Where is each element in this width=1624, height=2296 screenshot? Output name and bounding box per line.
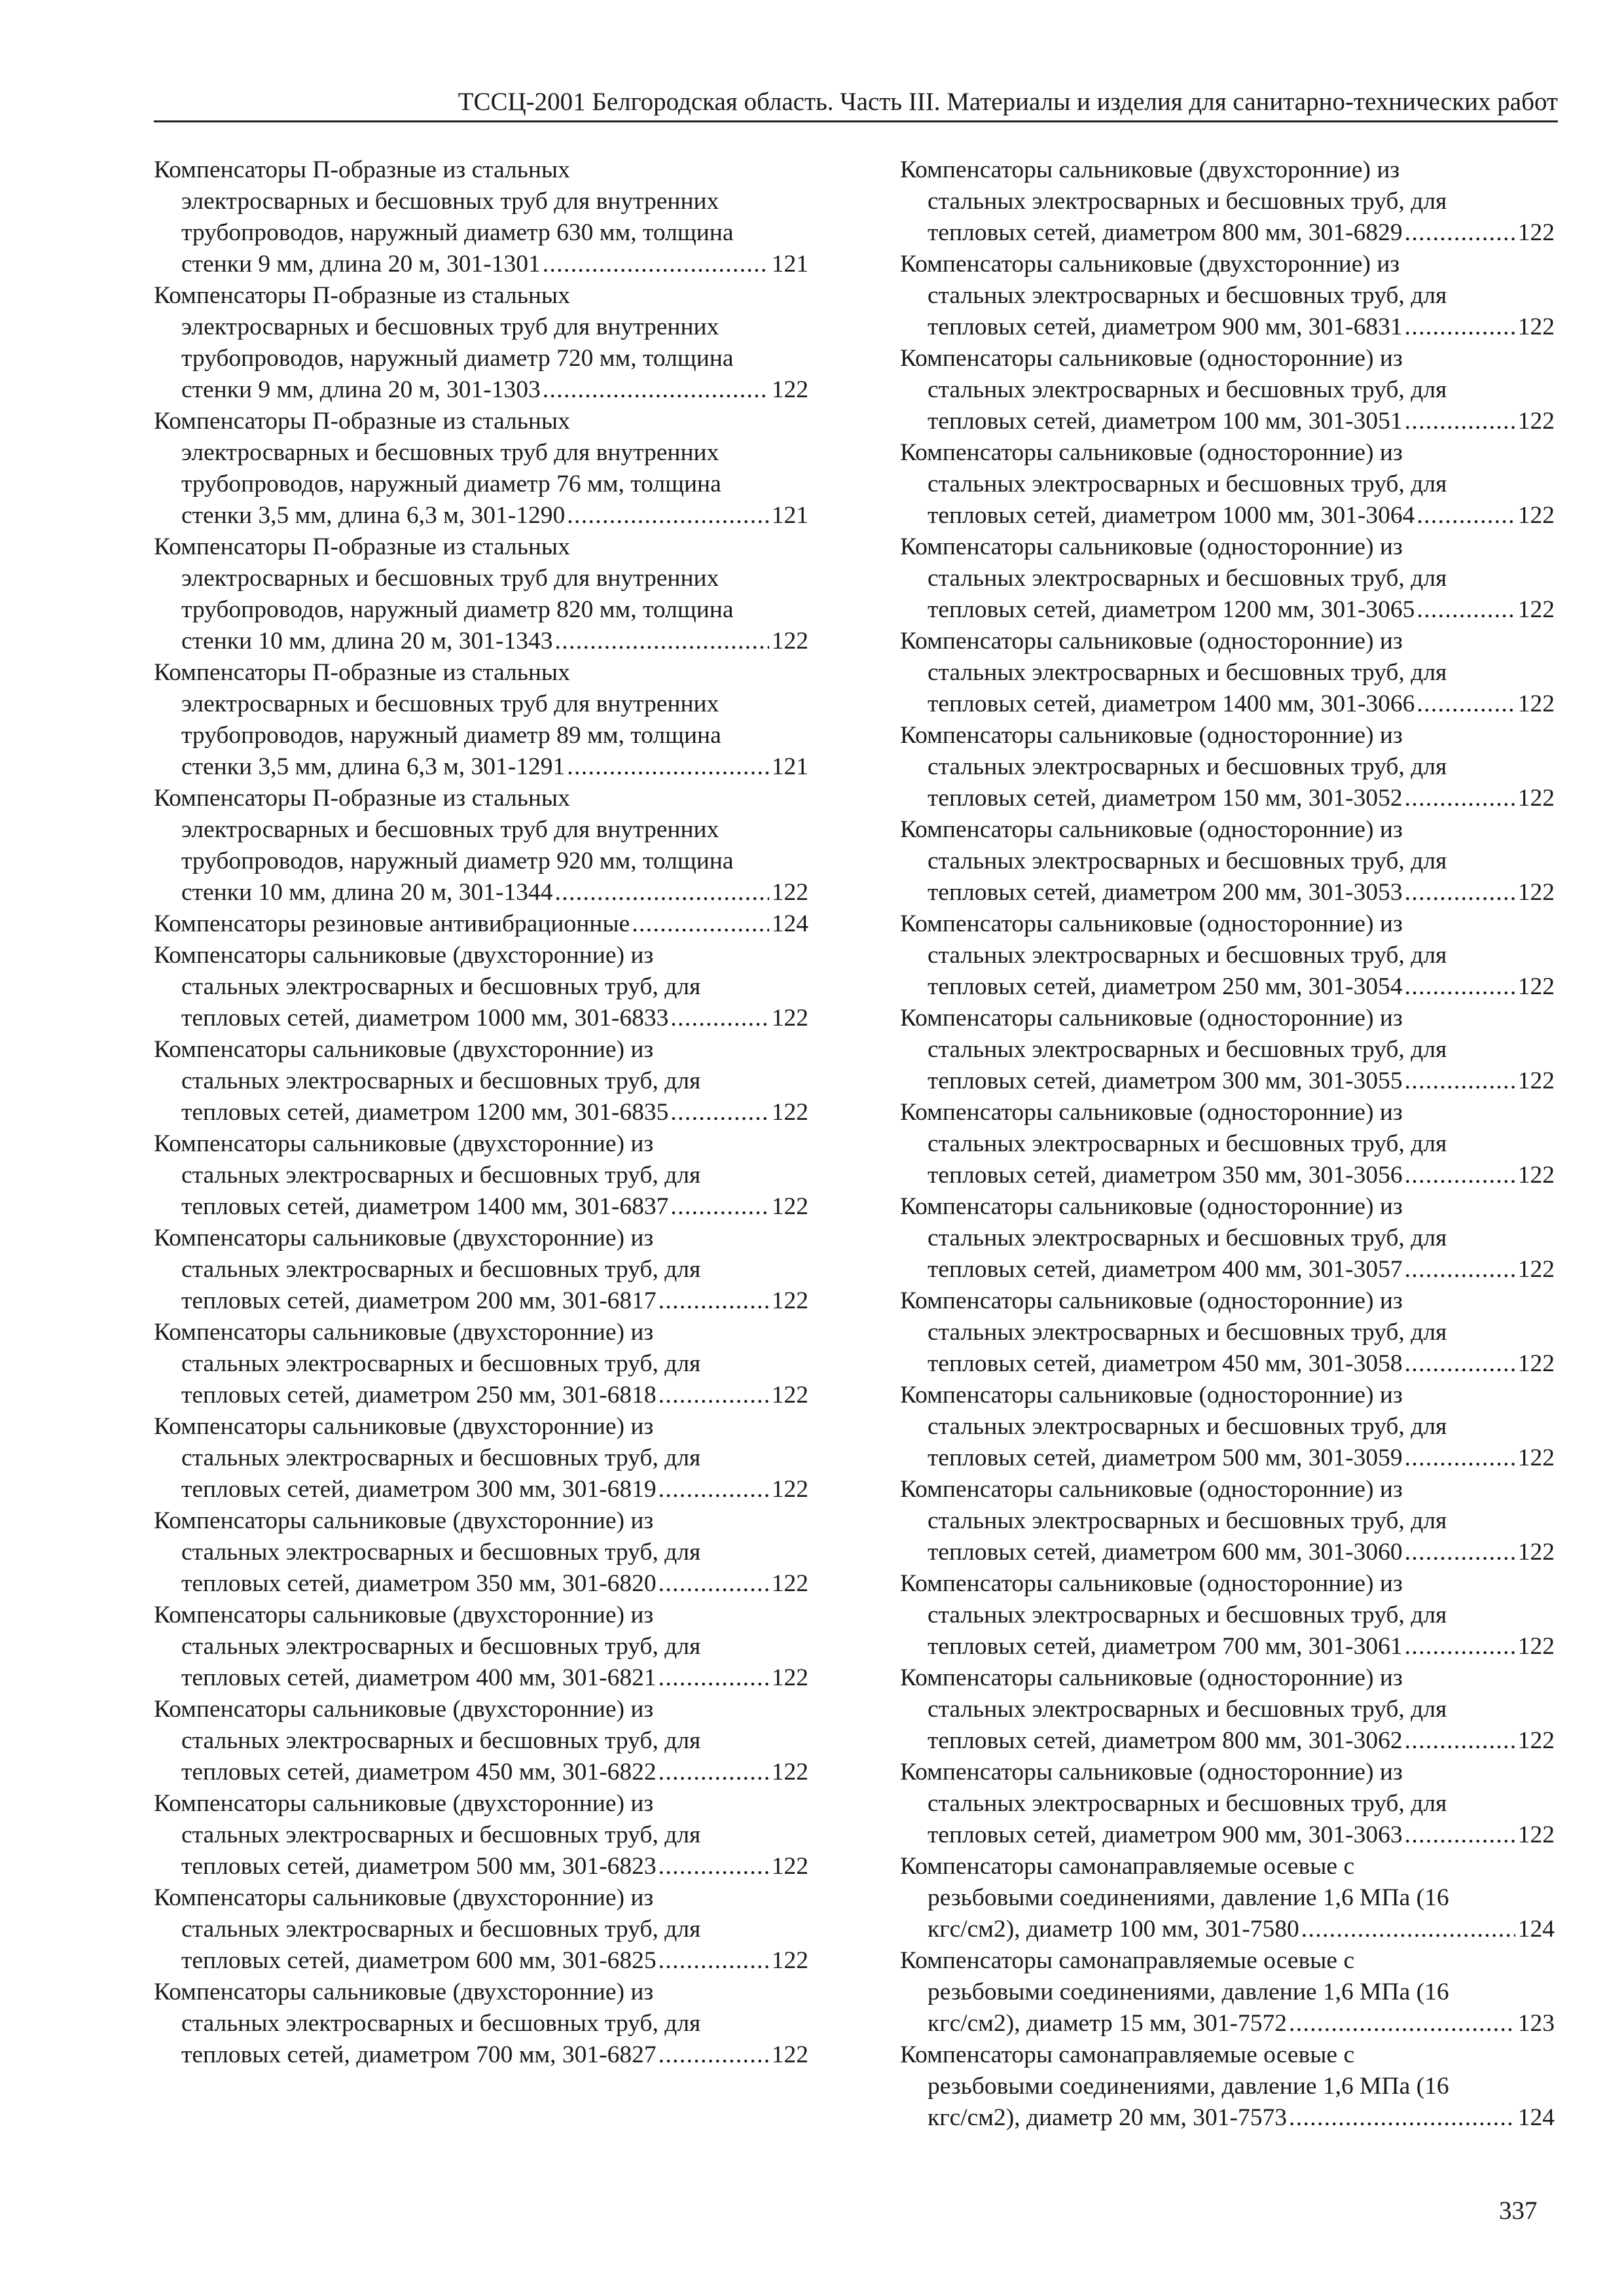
entry-text-line: тепловых сетей, диаметром 1400 мм, 301-3066 xyxy=(928,691,1415,717)
dot-leader xyxy=(1405,1443,1515,1474)
entry-text-line: трубопроводов, наружный диаметр 89 мм, толщина xyxy=(181,722,721,749)
entry-text-line: трубопроводов, наружный диаметр 920 мм, толщина xyxy=(181,848,734,874)
dot-leader xyxy=(1405,406,1515,437)
entry-last-line xyxy=(900,2008,1555,2039)
entry-page-number: 122 xyxy=(1517,785,1555,812)
entry-text-line: Компенсаторы резиновые антивибрационные xyxy=(154,910,630,937)
entry-text-line: стальных электросварных и бесшовных труб, для xyxy=(181,1916,701,1943)
entry-page-number: 122 xyxy=(771,1853,808,1880)
dot-leader xyxy=(1405,783,1515,814)
entry-last-line xyxy=(900,1066,1555,1097)
index-column-right xyxy=(900,154,1555,2134)
entry-text-line: тепловых сетей, диаметром 300 мм, 301-3055 xyxy=(928,1067,1403,1094)
entry-page-number: 122 xyxy=(1517,1350,1555,1377)
entry-text-line: Компенсаторы сальниковые (односторонние) из xyxy=(900,1193,1403,1220)
entry-text-line: электросварных и бесшовных труб для внутренних xyxy=(181,816,719,843)
entry-text-line: Компенсаторы сальниковые (двухсторонние) из xyxy=(900,156,1400,183)
entry-page-number: 121 xyxy=(771,251,808,278)
index-entry xyxy=(900,1568,1555,1662)
dot-leader xyxy=(1416,500,1515,531)
entry-page-number: 122 xyxy=(771,1476,808,1503)
entry-text-line: Компенсаторы сальниковые (односторонние) из xyxy=(900,439,1403,466)
entry-text-line: Компенсаторы сальниковые (двухсторонние) из xyxy=(154,1036,654,1063)
entry-text-line: стальных электросварных и бесшовных труб, для xyxy=(928,1602,1447,1628)
entry-text-line: тепловых сетей, диаметром 700 мм, 301-3061 xyxy=(928,1633,1403,1660)
entry-page-number: 122 xyxy=(1517,691,1555,717)
entry-text-line: тепловых сетей, диаметром 500 мм, 301-3059 xyxy=(928,1444,1403,1471)
entry-text-line: электросварных и бесшовных труб для внутренних xyxy=(181,565,719,592)
dot-leader xyxy=(555,877,769,908)
index-entry xyxy=(154,1411,808,1505)
entry-text-line: тепловых сетей, диаметром 300 мм, 301-6819 xyxy=(181,1476,657,1503)
entry-last-line xyxy=(154,908,808,940)
entry-last-line xyxy=(900,689,1555,720)
entry-text-line: Компенсаторы сальниковые (двухсторонние) из xyxy=(154,1130,654,1157)
index-entry xyxy=(154,1505,808,1600)
index-entry xyxy=(154,531,808,657)
entry-text-line: Компенсаторы сальниковые (двухсторонние) из xyxy=(154,1602,654,1628)
entry-last-line xyxy=(900,1443,1555,1474)
index-entry xyxy=(154,154,808,280)
entry-page-number: 122 xyxy=(1517,1256,1555,1283)
entry-page-number: 122 xyxy=(1517,1162,1555,1189)
entry-text-line: Компенсаторы сальниковые (двухсторонние) из xyxy=(154,1696,654,1723)
entry-page-number: 123 xyxy=(1517,2010,1555,2037)
entry-text-line: Компенсаторы сальниковые (двухсторонние) из xyxy=(154,1979,654,2005)
entry-page-number: 122 xyxy=(771,879,808,906)
dot-leader xyxy=(659,1757,769,1788)
dot-leader xyxy=(1405,1348,1515,1380)
entry-text-line: Компенсаторы сальниковые (односторонние) из xyxy=(900,533,1403,560)
entry-last-line xyxy=(154,1474,808,1505)
index-entry xyxy=(900,1003,1555,1097)
entry-text-line: Компенсаторы сальниковые (двухсторонние) из xyxy=(154,942,654,969)
entry-last-line xyxy=(154,1568,808,1600)
entry-last-line xyxy=(900,877,1555,908)
entry-text-line: тепловых сетей, диаметром 450 мм, 301-3058 xyxy=(928,1350,1403,1377)
entry-text-line: Компенсаторы П-образные из стальных xyxy=(154,785,570,812)
entry-text-line: стальных электросварных и бесшовных труб, для xyxy=(928,753,1447,780)
dot-leader xyxy=(567,751,768,783)
entry-text-line: стальных электросварных и бесшовных труб, для xyxy=(928,376,1447,403)
entry-text-line: тепловых сетей, диаметром 800 мм, 301-3062 xyxy=(928,1727,1403,1754)
entry-last-line xyxy=(900,1725,1555,1757)
entry-page-number: 122 xyxy=(771,1382,808,1408)
entry-text-line: Компенсаторы сальниковые (односторонние) из xyxy=(900,345,1403,372)
entry-text-line: тепловых сетей, диаметром 800 мм, 301-6829 xyxy=(928,219,1403,246)
dot-leader xyxy=(1301,1914,1515,1945)
entry-page-number: 122 xyxy=(1517,1633,1555,1660)
entry-text-line: Компенсаторы сальниковые (двухсторонние) из xyxy=(154,1884,654,1911)
entry-text-line: тепловых сетей, диаметром 1000 мм, 301-6833 xyxy=(181,1005,669,1031)
dot-leader xyxy=(1416,689,1515,720)
entry-text-line: стальных электросварных и бесшовных труб, для xyxy=(181,1350,701,1377)
entry-text-line: стальных электросварных и бесшовных труб, для xyxy=(928,471,1447,497)
entry-text-line: тепловых сетей, диаметром 900 мм, 301-3063 xyxy=(928,1821,1403,1848)
entry-text-line: тепловых сетей, диаметром 250 мм, 301-3054 xyxy=(928,973,1403,1000)
entry-text-line: стальных электросварных и бесшовных труб, для xyxy=(928,942,1447,969)
entry-text-line: Компенсаторы сальниковые (односторонние) из xyxy=(900,1287,1403,1314)
index-entry xyxy=(900,720,1555,814)
entry-text-line: трубопроводов, наружный диаметр 720 мм, толщина xyxy=(181,345,734,372)
page-number: 337 xyxy=(1499,2197,1538,2225)
dot-leader xyxy=(1405,1160,1515,1191)
entry-text-line: тепловых сетей, диаметром 150 мм, 301-3052 xyxy=(928,785,1403,812)
entry-text-line: стенки 3,5 мм, длина 6,3 м, 301-1291 xyxy=(181,753,566,780)
index-entry xyxy=(900,626,1555,720)
dot-leader xyxy=(567,500,768,531)
entry-last-line xyxy=(154,374,808,406)
entry-page-number: 122 xyxy=(1517,1727,1555,1754)
index-entry xyxy=(154,1788,808,1882)
entry-text-line: Компенсаторы сальниковые (односторонние) из xyxy=(900,1099,1403,1126)
entry-text-line: стальных электросварных и бесшовных труб, для xyxy=(181,1256,701,1283)
entry-text-line: кгс/см2), диаметр 15 мм, 301-7572 xyxy=(928,2010,1287,2037)
dot-leader xyxy=(1405,1254,1515,1285)
entry-text-line: стальных электросварных и бесшовных труб, для xyxy=(928,848,1447,874)
entry-last-line xyxy=(900,217,1555,249)
entry-last-line xyxy=(154,500,808,531)
index-entry xyxy=(154,1128,808,1223)
entry-page-number: 124 xyxy=(771,910,808,937)
entry-text-line: Компенсаторы сальниковые (двухсторонние) из xyxy=(154,1319,654,1346)
entry-text-line: стальных электросварных и бесшовных труб, для xyxy=(181,1821,701,1848)
entry-text-line: Компенсаторы сальниковые (двухсторонние) из xyxy=(154,1790,654,1817)
entry-text-line: стальных электросварных и бесшовных труб, для xyxy=(181,1539,701,1566)
index-entry xyxy=(900,1191,1555,1285)
entry-text-line: Компенсаторы сальниковые (односторонние) из xyxy=(900,1570,1403,1597)
entry-page-number: 122 xyxy=(771,1664,808,1691)
entry-text-line: Компенсаторы сальниковые (двухсторонние) из xyxy=(900,251,1400,278)
entry-page-number: 122 xyxy=(1517,408,1555,435)
entry-text-line: стальных электросварных и бесшовных труб, для xyxy=(928,1413,1447,1440)
dot-leader xyxy=(1405,1537,1515,1568)
entry-text-line: тепловых сетей, диаметром 1200 мм, 301-6835 xyxy=(181,1099,669,1126)
index-entry xyxy=(900,1285,1555,1380)
entry-last-line xyxy=(154,1851,808,1882)
entry-page-number: 122 xyxy=(771,628,808,655)
index-entry xyxy=(900,1757,1555,1851)
index-entry xyxy=(900,1097,1555,1191)
dot-leader xyxy=(1405,971,1515,1003)
entry-text-line: стальных электросварных и бесшовных труб, для xyxy=(928,1225,1447,1251)
entry-text-line: тепловых сетей, диаметром 450 мм, 301-6822 xyxy=(181,1759,657,1785)
entry-text-line: Компенсаторы сальниковые (односторонние) из xyxy=(900,910,1403,937)
index-entry xyxy=(154,280,808,406)
entry-text-line: трубопроводов, наружный диаметр 76 мм, толщина xyxy=(181,471,721,497)
dot-leader xyxy=(1405,1631,1515,1662)
index-entry xyxy=(154,783,808,908)
entry-page-number: 122 xyxy=(771,1099,808,1126)
index-entry xyxy=(900,437,1555,531)
entry-text-line: стальных электросварных и бесшовных труб, для xyxy=(928,565,1447,592)
entry-last-line xyxy=(900,2102,1555,2134)
entry-text-line: тепловых сетей, диаметром 200 мм, 301-6817 xyxy=(181,1287,657,1314)
entry-last-line xyxy=(154,1003,808,1034)
entry-last-line xyxy=(900,1820,1555,1851)
entry-last-line xyxy=(154,249,808,280)
entry-text-line: тепловых сетей, диаметром 1200 мм, 301-3065 xyxy=(928,596,1415,623)
entry-page-number: 124 xyxy=(1517,1916,1555,1943)
index-entry xyxy=(154,1034,808,1128)
entry-text-line: стальных электросварных и бесшовных труб, для xyxy=(181,1727,701,1754)
entry-text-line: тепловых сетей, диаметром 700 мм, 301-6827 xyxy=(181,2041,657,2068)
index-entry xyxy=(154,1223,808,1317)
entry-text-line: стальных электросварных и бесшовных труб, для xyxy=(181,2010,701,2037)
dot-leader xyxy=(632,908,769,940)
index-entry xyxy=(900,1662,1555,1757)
entry-text-line: тепловых сетей, диаметром 350 мм, 301-3056 xyxy=(928,1162,1403,1189)
index-entry xyxy=(154,1882,808,1977)
entry-text-line: Компенсаторы сальниковые (односторонние) из xyxy=(900,816,1403,843)
index-entry xyxy=(900,908,1555,1003)
dot-leader xyxy=(543,249,769,280)
dot-leader xyxy=(670,1191,768,1223)
entry-page-number: 122 xyxy=(771,1759,808,1785)
dot-leader xyxy=(659,1568,769,1600)
entry-text-line: Компенсаторы П-образные из стальных xyxy=(154,156,570,183)
entry-text-line: стальных электросварных и бесшовных труб, для xyxy=(928,282,1447,309)
dot-leader xyxy=(1405,1725,1515,1757)
index-entry xyxy=(154,1977,808,2071)
entry-last-line xyxy=(900,1348,1555,1380)
entry-text-line: Компенсаторы сальниковые (односторонние) из xyxy=(900,1664,1403,1691)
entry-text-line: кгс/см2), диаметр 20 мм, 301-7573 xyxy=(928,2104,1287,2131)
entry-text-line: Компенсаторы П-образные из стальных xyxy=(154,659,570,686)
entry-page-number: 122 xyxy=(771,1570,808,1597)
index-entry xyxy=(154,657,808,783)
entry-text-line: стенки 3,5 мм, длина 6,3 м, 301-1290 xyxy=(181,502,566,529)
dot-leader xyxy=(659,1285,769,1317)
entry-page-number: 122 xyxy=(1517,502,1555,529)
entry-text-line: Компенсаторы самонаправляемые осевые с xyxy=(900,2041,1355,2068)
dot-leader xyxy=(1405,1066,1515,1097)
entry-text-line: тепловых сетей, диаметром 600 мм, 301-6825 xyxy=(181,1947,657,1974)
entry-page-number: 122 xyxy=(1517,1539,1555,1566)
entry-text-line: Компенсаторы П-образные из стальных xyxy=(154,533,570,560)
entry-text-line: Компенсаторы сальниковые (односторонние) из xyxy=(900,1759,1403,1785)
entry-page-number: 124 xyxy=(1517,2104,1555,2131)
index-entry xyxy=(900,531,1555,626)
entry-text-line: стальных электросварных и бесшовных труб, для xyxy=(928,1036,1447,1063)
entry-last-line xyxy=(900,1254,1555,1285)
entry-last-line xyxy=(900,406,1555,437)
running-header xyxy=(154,81,1558,122)
entry-last-line xyxy=(154,1285,808,1317)
entry-text-line: стальных электросварных и бесшовных труб, для xyxy=(928,1319,1447,1346)
entry-page-number: 121 xyxy=(771,502,808,529)
entry-last-line xyxy=(900,783,1555,814)
entry-text-line: электросварных и бесшовных труб для внутренних xyxy=(181,691,719,717)
entry-last-line xyxy=(154,1662,808,1694)
dot-leader xyxy=(659,1662,769,1694)
index-entry xyxy=(900,1474,1555,1568)
entry-page-number: 122 xyxy=(771,1193,808,1220)
entry-text-line: Компенсаторы сальниковые (односторонние) из xyxy=(900,1005,1403,1031)
entry-last-line xyxy=(154,1945,808,1977)
header-title: ТССЦ-2001 Белгородская область. Часть III. Материалы и изделия для санитарно-технических работ xyxy=(458,88,1558,116)
entry-text-line: тепловых сетей, диаметром 400 мм, 301-6821 xyxy=(181,1664,657,1691)
entry-text-line: стальных электросварных и бесшовных труб, для xyxy=(928,188,1447,215)
entry-text-line: электросварных и бесшовных труб для внутренних xyxy=(181,439,719,466)
entry-page-number: 122 xyxy=(771,1947,808,1974)
entry-text-line: Компенсаторы П-образные из стальных xyxy=(154,408,570,435)
entry-text-line: стальных электросварных и бесшовных труб, для xyxy=(928,1696,1447,1723)
index-entry xyxy=(900,1945,1555,2039)
entry-last-line xyxy=(900,1631,1555,1662)
entry-last-line xyxy=(900,312,1555,343)
entry-text-line: стальных электросварных и бесшовных труб, для xyxy=(181,1444,701,1471)
entry-text-line: стальных электросварных и бесшовных труб, для xyxy=(928,1130,1447,1157)
entry-last-line xyxy=(154,751,808,783)
entry-text-line: резьбовыми соединениями, давление 1,6 МПа (16 xyxy=(928,2073,1449,2100)
dot-leader xyxy=(1405,1820,1515,1851)
entry-text-line: резьбовыми соединениями, давление 1,6 МПа (16 xyxy=(928,1884,1449,1911)
entry-last-line xyxy=(900,1914,1555,1945)
index-entry xyxy=(154,1317,808,1411)
entry-text-line: стальных электросварных и бесшовных труб, для xyxy=(928,659,1447,686)
dot-leader xyxy=(1405,312,1515,343)
entry-text-line: Компенсаторы сальниковые (двухсторонние) из xyxy=(154,1413,654,1440)
index-entry xyxy=(154,1600,808,1694)
entry-last-line xyxy=(900,594,1555,626)
entry-text-line: тепловых сетей, диаметром 200 мм, 301-3053 xyxy=(928,879,1403,906)
dot-leader xyxy=(670,1003,768,1034)
dot-leader xyxy=(1405,877,1515,908)
entry-text-line: стальных электросварных и бесшовных труб, для xyxy=(181,973,701,1000)
dot-leader xyxy=(659,2039,769,2071)
entry-text-line: тепловых сетей, диаметром 100 мм, 301-3051 xyxy=(928,408,1403,435)
entry-text-line: Компенсаторы самонаправляемые осевые с xyxy=(900,1853,1355,1880)
dot-leader xyxy=(659,1474,769,1505)
entry-page-number: 122 xyxy=(771,376,808,403)
index-entry xyxy=(900,1380,1555,1474)
entry-text-line: кгс/см2), диаметр 100 мм, 301-7580 xyxy=(928,1916,1299,1943)
index-entry xyxy=(154,1694,808,1788)
entry-text-line: Компенсаторы самонаправляемые осевые с xyxy=(900,1947,1355,1974)
index-entry xyxy=(154,908,808,940)
index-entry xyxy=(154,940,808,1034)
entry-text-line: тепловых сетей, диаметром 400 мм, 301-3057 xyxy=(928,1256,1403,1283)
index-entry xyxy=(154,406,808,531)
entry-text-line: Компенсаторы П-образные из стальных xyxy=(154,282,570,309)
index-entry xyxy=(900,1851,1555,1945)
index-entry xyxy=(900,249,1555,343)
entry-text-line: тепловых сетей, диаметром 600 мм, 301-3060 xyxy=(928,1539,1403,1566)
dot-leader xyxy=(1405,217,1515,249)
entry-text-line: тепловых сетей, диаметром 1400 мм, 301-6837 xyxy=(181,1193,669,1220)
entry-last-line xyxy=(154,626,808,657)
entry-last-line xyxy=(154,2039,808,2071)
entry-text-line: Компенсаторы сальниковые (односторонние) из xyxy=(900,1476,1403,1503)
entry-text-line: стенки 9 мм, длина 20 м, 301-1303 xyxy=(181,376,541,403)
dot-leader xyxy=(543,374,769,406)
entry-last-line xyxy=(900,500,1555,531)
entry-last-line xyxy=(900,971,1555,1003)
entry-last-line xyxy=(154,1191,808,1223)
index-entry xyxy=(900,2039,1555,2134)
entry-last-line xyxy=(154,1097,808,1128)
index-column-left xyxy=(154,154,808,2071)
entry-text-line: Компенсаторы сальниковые (односторонние) из xyxy=(900,628,1403,655)
entry-text-line: стальных электросварных и бесшовных труб, для xyxy=(181,1067,701,1094)
entry-text-line: Компенсаторы сальниковые (односторонние) из xyxy=(900,1382,1403,1408)
entry-text-line: стальных электросварных и бесшовных труб, для xyxy=(928,1790,1447,1817)
entry-text-line: тепловых сетей, диаметром 1000 мм, 301-3064 xyxy=(928,502,1415,529)
entry-page-number: 122 xyxy=(771,1005,808,1031)
dot-leader xyxy=(1416,594,1515,626)
entry-page-number: 122 xyxy=(1517,1067,1555,1094)
entry-page-number: 122 xyxy=(1517,879,1555,906)
entry-text-line: Компенсаторы сальниковые (двухсторонние) из xyxy=(154,1507,654,1534)
entry-page-number: 121 xyxy=(771,753,808,780)
entry-text-line: резьбовыми соединениями, давление 1,6 МПа (16 xyxy=(928,1979,1449,2005)
entry-page-number: 122 xyxy=(1517,219,1555,246)
index-entry xyxy=(900,343,1555,437)
dot-leader xyxy=(659,1380,769,1411)
entry-last-line xyxy=(900,1160,1555,1191)
entry-text-line: электросварных и бесшовных труб для внутренних xyxy=(181,314,719,340)
entry-page-number: 122 xyxy=(1517,973,1555,1000)
entry-text-line: стальных электросварных и бесшовных труб, для xyxy=(928,1507,1447,1534)
index-entry xyxy=(900,814,1555,908)
entry-last-line xyxy=(900,1537,1555,1568)
index-entry xyxy=(900,154,1555,249)
entry-text-line: электросварных и бесшовных труб для внутренних xyxy=(181,188,719,215)
entry-text-line: трубопроводов, наружный диаметр 820 мм, толщина xyxy=(181,596,734,623)
entry-text-line: трубопроводов, наружный диаметр 630 мм, толщина xyxy=(181,219,734,246)
entry-page-number: 122 xyxy=(1517,596,1555,623)
dot-leader xyxy=(659,1851,769,1882)
entry-page-number: 122 xyxy=(1517,1821,1555,1848)
entry-text-line: тепловых сетей, диаметром 500 мм, 301-6823 xyxy=(181,1853,657,1880)
entry-last-line xyxy=(154,1380,808,1411)
dot-leader xyxy=(1289,2008,1515,2039)
entry-text-line: стальных электросварных и бесшовных труб, для xyxy=(181,1162,701,1189)
entry-page-number: 122 xyxy=(771,1287,808,1314)
entry-text-line: тепловых сетей, диаметром 900 мм, 301-6831 xyxy=(928,314,1403,340)
entry-last-line xyxy=(154,877,808,908)
dot-leader xyxy=(670,1097,768,1128)
entry-text-line: стенки 10 мм, длина 20 м, 301-1344 xyxy=(181,879,553,906)
entry-text-line: стальных электросварных и бесшовных труб, для xyxy=(181,1633,701,1660)
entry-text-line: тепловых сетей, диаметром 250 мм, 301-6818 xyxy=(181,1382,657,1408)
entry-last-line xyxy=(154,1757,808,1788)
entry-page-number: 122 xyxy=(1517,314,1555,340)
entry-text-line: Компенсаторы сальниковые (двухсторонние) из xyxy=(154,1225,654,1251)
entry-page-number: 122 xyxy=(771,2041,808,2068)
entry-text-line: стенки 10 мм, длина 20 м, 301-1343 xyxy=(181,628,553,655)
entry-text-line: Компенсаторы сальниковые (односторонние) из xyxy=(900,722,1403,749)
entry-page-number: 122 xyxy=(1517,1444,1555,1471)
dot-leader xyxy=(555,626,769,657)
dot-leader xyxy=(1289,2102,1515,2134)
entry-text-line: тепловых сетей, диаметром 350 мм, 301-6820 xyxy=(181,1570,657,1597)
entry-text-line: стенки 9 мм, длина 20 м, 301-1301 xyxy=(181,251,541,278)
dot-leader xyxy=(659,1945,769,1977)
